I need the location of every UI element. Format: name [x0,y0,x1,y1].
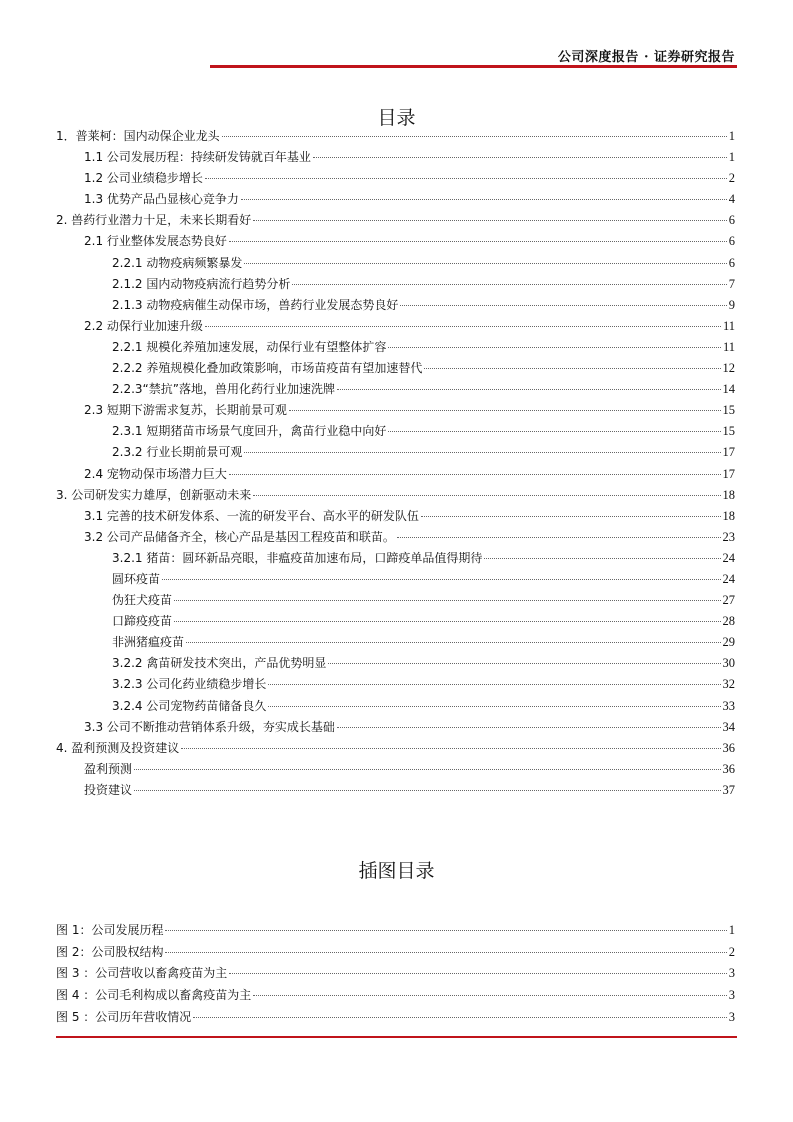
figure-entry-label: 图 1：公司发展历程 [56,923,164,937]
toc-entry[interactable] [56,295,735,316]
figure-entry-page: 3 [728,988,735,1003]
toc-entry[interactable] [56,653,735,674]
dot-leader [268,705,720,707]
toc-entry[interactable] [56,506,735,527]
dot-leader [186,641,720,643]
toc-entry[interactable] [56,674,735,695]
toc-entry-page: 4 [728,192,735,207]
toc-entry-page: 34 [722,719,735,734]
toc-entry-label: 1.2 公司业绩稳步增长 [84,171,203,186]
toc-entry-page: 15 [722,403,735,418]
toc-entry-label: 圆环疫苗 [112,571,161,586]
toc-entry-page: 15 [722,424,735,439]
figure-entry[interactable] [56,963,735,985]
dot-leader [174,599,720,601]
toc-entry[interactable] [56,485,735,506]
toc-entry-page: 6 [728,234,735,249]
toc-entry-page: 17 [722,466,735,481]
header-rule [210,65,737,68]
figure-entry-page: 1 [728,923,735,937]
toc-entry[interactable] [56,527,735,548]
toc-entry-page: 30 [722,656,735,671]
toc-entry-label: 3.1 完善的技术研发体系、一流的研发平台、高水平的研发队伍 [84,508,419,523]
toc-entry-page: 6 [728,255,735,270]
toc-entry[interactable] [56,464,735,485]
figure-entry[interactable] [56,985,735,1007]
dot-leader [222,135,727,137]
toc-entry-label: 2.1.3 动物疫病催生动保市场，兽药行业发展态势良好 [112,297,399,312]
toc-entry[interactable] [56,400,735,421]
dot-leader [328,662,720,664]
toc-entry-label: 1.1 公司发展历程：持续研发铸就百年基业 [84,150,311,165]
toc-entry-page: 32 [722,677,735,692]
toc-entry[interactable] [56,632,735,653]
dot-leader [397,536,721,538]
figure-entry-label: 图 5 ：公司历年营收情况 [56,1009,192,1024]
toc-entry-label: 1.3 优势产品凸显核心竞争力 [84,192,239,207]
toc-entry[interactable] [56,442,735,463]
dot-leader [165,951,726,953]
toc-entry-page: 11 [722,318,735,333]
toc-title: 目录 [377,107,416,129]
report-header-label: 公司深度报告 · 证券研究报告 [557,50,735,65]
dot-leader [424,367,720,369]
toc-entry-page: 36 [722,740,735,755]
dot-leader [400,304,726,306]
toc-entry-page: 11 [722,339,735,354]
toc-entry-page: 1 [728,150,735,165]
toc-entry-label: 3.2 公司产品储备齐全，核心产品是基因工程疫苗和联苗。 [84,529,395,544]
dot-leader [313,156,727,158]
toc-entry[interactable] [56,147,735,168]
toc-entry-label: 2.2.3“禁抗”落地，兽用化药行业加速洗牌 [112,382,335,397]
toc-entry[interactable] [56,696,735,717]
toc-entry-page: 14 [722,382,735,397]
toc-entry-label: 3. 公司研发实力雄厚，创新驱动未来 [56,487,252,502]
dot-leader [165,929,726,931]
dot-leader [484,557,720,559]
toc-entry-page: 37 [722,782,735,797]
toc-entry[interactable] [56,759,735,780]
dot-leader [134,768,720,770]
dot-leader [253,994,726,996]
toc-entry-label: 盈利预测 [84,761,133,776]
toc-entry-page: 7 [728,276,735,291]
toc-entry-label: 3.3 公司不断推动营销体系升级，夯实成长基础 [84,719,335,734]
dot-leader [134,789,720,791]
figure-entry-label: 图 3 ：公司营收以畜禽疫苗为主 [56,966,228,981]
toc-entry-label: 口蹄疫疫苗 [112,614,173,629]
toc-entry-page: 17 [722,445,735,460]
toc-entry[interactable] [56,717,735,738]
dot-leader [292,283,726,285]
toc-entry[interactable] [56,274,735,295]
toc-entry-label: 非洲猪瘟疫苗 [112,635,185,650]
toc-entry-label: 2.3.2 行业长期前景可观 [112,445,243,460]
toc-list [56,126,735,801]
figure-entry-label: 图 4 ：公司毛利构成以畜禽疫苗为主 [56,988,252,1003]
toc-entry[interactable] [56,611,735,632]
toc-entry-page: 2 [728,171,735,186]
toc-entry-label: 投资建议 [84,782,133,797]
toc-entry-label: 3.2.4 公司宠物药苗储备良久 [112,698,267,713]
toc-entry-label: 伪狂犬疫苗 [112,593,173,608]
toc-entry-label: 2.2.2 养殖规模化叠加政策影响，市场苗疫苗有望加速替代 [112,361,423,376]
toc-entry-label: 2.1.2 国内动物疫病流行趋势分析 [112,276,291,291]
dot-leader [244,262,726,264]
toc-entry-page: 1 [728,129,735,143]
toc-entry-label: 3.2.1 猪苗：圆环新品亮眼，非瘟疫苗加速布局，口蹄疫单品值得期待 [112,550,483,565]
figures-title: 插图目录 [358,860,435,882]
toc-entry[interactable] [56,738,735,759]
toc-entry-label: 2.1 行业整体发展态势良好 [84,234,227,249]
toc-entry-page: 27 [722,593,735,608]
dot-leader [289,409,721,411]
toc-entry-page: 18 [722,487,735,502]
dot-leader [193,1016,726,1018]
toc-entry-label: 2. 兽药行业潜力十足，未来长期看好 [56,213,252,228]
dot-leader [388,430,720,432]
toc-entry-page: 23 [722,529,735,544]
dot-leader [268,683,720,685]
dot-leader [162,578,720,580]
dot-leader [253,494,720,496]
toc-entry-label: 2.3.1 短期猪苗市场景气度回升，禽苗行业稳中向好 [112,424,387,439]
toc-entry-label: 4. 盈利预测及投资建议 [56,740,180,755]
toc-entry[interactable] [56,210,735,231]
toc-entry-label: 3.2.2 禽苗研发技术突出，产品优势明显 [112,656,327,671]
toc-entry[interactable] [56,569,735,590]
figure-entry[interactable] [56,1007,735,1029]
toc-entry[interactable] [56,379,735,400]
dot-leader [174,620,720,622]
footer-rule [56,1036,737,1038]
toc-entry[interactable] [56,316,735,337]
dot-leader [229,972,726,974]
dot-leader [181,747,720,749]
figure-entry-page: 2 [728,944,735,959]
toc-entry-label: 1．普莱柯：国内动保企业龙头 [56,129,220,143]
dot-leader [337,388,721,390]
toc-entry-page: 28 [722,614,735,629]
toc-entry[interactable] [56,126,735,147]
toc-entry[interactable] [56,231,735,252]
toc-entry[interactable] [56,337,735,358]
toc-entry[interactable] [56,168,735,189]
figure-entry-page: 3 [728,1009,735,1024]
toc-entry[interactable] [56,590,735,611]
figures-list [56,920,735,1028]
toc-entry[interactable] [56,548,735,569]
toc-entry-page: 12 [722,361,735,376]
toc-entry-page: 6 [728,213,735,228]
toc-entry-page: 24 [722,571,735,586]
toc-entry-label: 2.4 宠物动保市场潜力巨大 [84,466,227,481]
figure-entry[interactable] [56,920,735,942]
figure-entry-page: 3 [728,966,735,981]
toc-entry[interactable] [56,421,735,442]
dot-leader [244,451,720,453]
toc-entry-label: 2.2 动保行业加速升级 [84,318,203,333]
dot-leader [205,177,727,179]
toc-entry-page: 18 [722,508,735,523]
toc-entry[interactable] [56,780,735,801]
dot-leader [421,515,721,517]
dot-leader [229,473,721,475]
toc-entry-label: 3.2.3 公司化药业绩稳步增长 [112,677,267,692]
toc-entry-page: 24 [722,550,735,565]
dot-leader [229,240,727,242]
toc-entry-page: 36 [722,761,735,776]
toc-entry[interactable] [56,253,735,274]
dot-leader [337,726,721,728]
toc-entry-label: 2.2.1 动物疫病频繁暴发 [112,255,243,270]
dot-leader [253,219,726,221]
toc-entry[interactable] [56,189,735,210]
toc-entry-page: 9 [728,297,735,312]
toc-entry[interactable] [56,358,735,379]
toc-entry-label: 2.2.1 规模化养殖加速发展，动保行业有望整体扩容 [112,339,387,354]
dot-leader [205,325,721,327]
dot-leader [241,198,727,200]
dot-leader [388,346,721,348]
toc-entry-page: 33 [722,698,735,713]
toc-entry-page: 29 [722,635,735,650]
figure-entry[interactable] [56,942,735,964]
toc-entry-label: 2.3 短期下游需求复苏，长期前景可观 [84,403,287,418]
figure-entry-label: 图 2：公司股权结构 [56,944,164,959]
